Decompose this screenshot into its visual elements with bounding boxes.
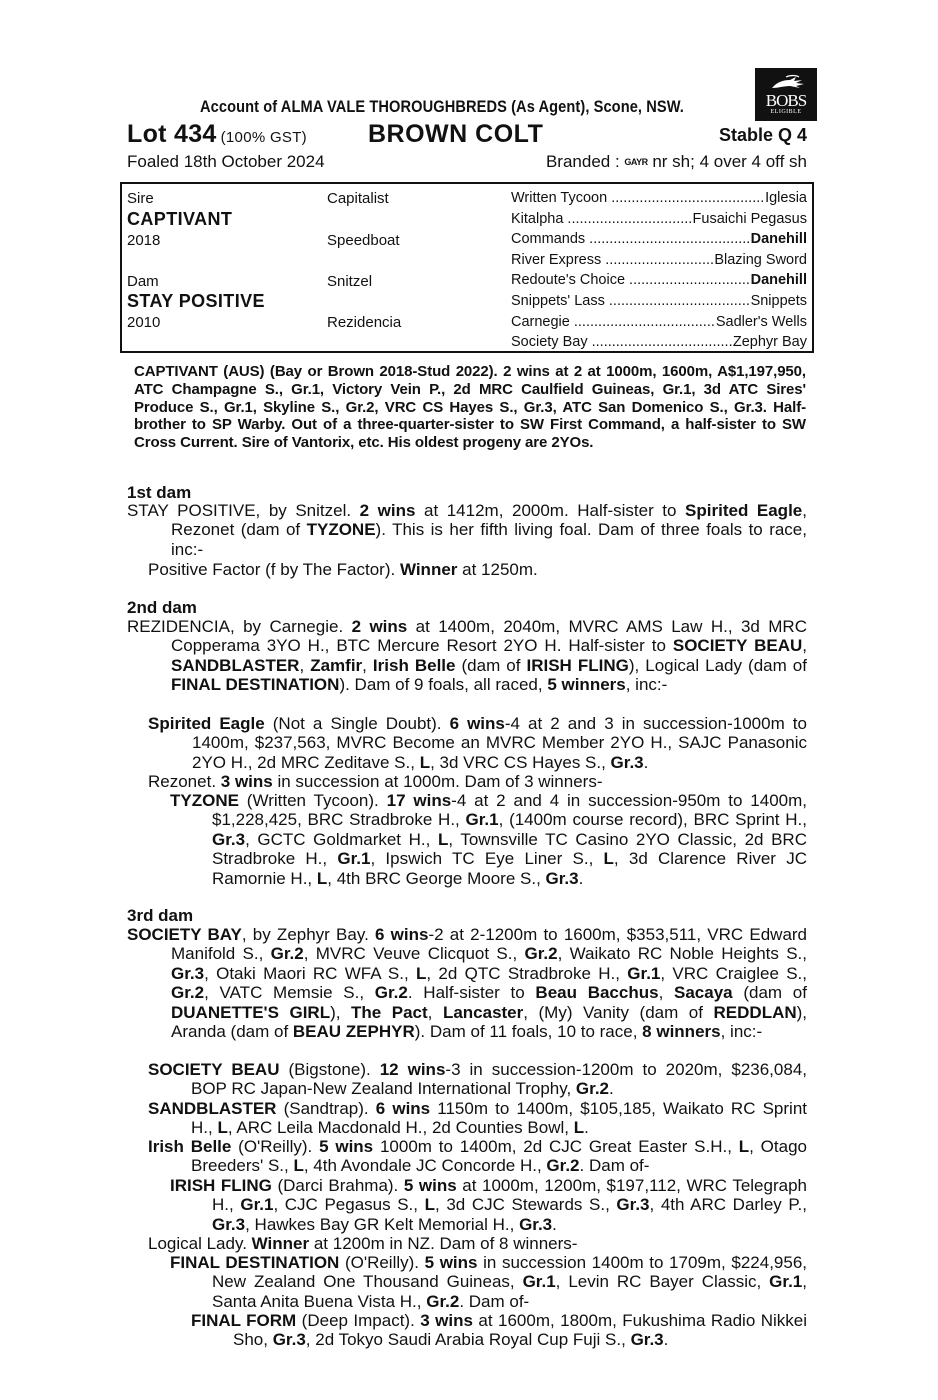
text: , 4th ARC Darley P., [649,1195,807,1215]
text: Rezonet. [148,772,221,791]
text: at 1000m, 1200m, $197,112, WRC Telegraph H., [212,1176,807,1215]
text: . [609,1079,614,1099]
text: , Townsville TC Casino 2YO Classic, 2d BRC Stradbroke H., [212,829,807,869]
branded-detail: nr sh; 4 over 4 off sh [647,152,807,171]
bold-text: Spirited Eagle [148,714,265,733]
text: , inc:- [625,675,668,695]
text: , Otaki Maori RC WFA S., [204,963,417,983]
text: , GCTC Goldmarket H., [245,829,438,849]
text: 1150m to 1400m, $105,185, Waikato RC Sprint H., [191,1099,808,1138]
text: , ARC Leila Macdonald H., 2d Counties Bowl, [227,1118,574,1138]
foaled-date: Foaled 18th October 2024 [127,152,325,171]
bold-text: FINAL FORM [191,1311,297,1330]
bold-text: Gr.2 [374,983,408,1003]
text: , Levin RC Bayer Classic, [555,1272,770,1292]
great-grandparent-dam: Society Bay ..... [511,334,733,350]
bold-text: Gr.3 [272,1330,306,1350]
horse-head-icon [766,74,806,92]
text: at 1600m, 1800m, Fukushima Radio Nikkei Sho, [233,1311,808,1350]
great-grandparent-row [511,334,807,350]
bold-text: IRISH FLING [170,1176,272,1195]
great-grandparent-dam: Kitalpha ..... [511,211,693,227]
text: , 4th Avondale JC Concorde H., [303,1156,547,1176]
granddam-maternal: Rezidencia [327,314,402,331]
bold-text: 6 wins [375,925,429,944]
entry-irish-belle [148,1137,807,1176]
bold-text: Gr.2 [270,944,304,964]
text: , Hawkes Bay GR Kelt Memorial H., [245,1214,520,1234]
text: , 4th BRC George Moore S., [327,868,546,888]
text: , 3d CJC Stewards S., [435,1195,617,1215]
entry-stay-positive [127,501,807,559]
bold-text: L [416,963,427,983]
text: ). Dam of 9 foals, all raced, [339,675,548,695]
bold-text: L [738,1137,750,1156]
bold-text: Gr.3 [545,868,579,888]
text: , Rezonet (dam of [171,501,807,540]
great-grandparent-sire: Zephyr Bay [732,334,807,351]
bold-text: Gr.1 [522,1272,556,1292]
entry-final-destination [170,1253,807,1311]
sire-label: Sire [127,190,154,207]
great-grandparent-dam: Redoute's Choice ..... [511,272,751,288]
text: -4 at 2 and 3 in succession-1000m to 1400m, $237,563, MVRC Become an MVRC Member 2YO H., SAJC Panasonic 2YO H., 2d MRC Zeditave S., [192,714,807,772]
text: , [427,1002,443,1022]
grandsire-paternal: Capitalist [327,190,389,207]
text: ), [330,1002,351,1022]
bold-text: SOCIETY BEAU [148,1060,280,1079]
great-grandparent-sire: Snippets [750,293,807,309]
bold-text: Gr.3 [616,1195,650,1215]
text: ), Aranda (dam of [171,1002,808,1042]
bold-text: 3 wins [220,772,273,791]
bold-text: L [293,1156,304,1176]
text: -4 at 2 and 4 in succession-950m to 1400m, $1,228,425, BRC Stradbroke H., [212,791,807,830]
dam-year: 2010 [127,314,161,331]
bold-text: Gr.3 [630,1330,664,1350]
bold-text: SANDBLASTER [148,1099,277,1118]
bold-text: SANDBLASTER [171,655,300,675]
text: ). Dam of 11 foals, 10 to race, [414,1022,643,1042]
text: . [643,752,649,772]
great-grandparent-sire: Danehill [750,231,807,248]
text: in succession 1400m to 1709m, $224,956, New Zealand One Thousand Guineas, [212,1253,807,1292]
text: . Dam of- [459,1291,530,1311]
bold-text: SOCIETY BAY [127,925,242,944]
lot-header [127,120,807,150]
text: , (1400m course record), BRC Sprint H., [498,810,807,830]
text: at 1200m in NZ. Dam of 8 winners- [309,1234,578,1253]
sire-name: CAPTIVANT [127,209,233,229]
entry-society-beau [148,1060,807,1099]
great-grandparent-row [511,272,807,288]
logo-subtext: ELIGIBLE [770,109,802,115]
granddam-paternal: Speedboat [327,232,400,249]
vendor-account: Account of ALMA VALE THOROUGHBREDS (As Agent), Scone, NSW. [200,97,684,116]
bold-text: Gr.3 [610,752,644,772]
bold-text: IRISH FLING [526,655,629,675]
bold-text: 3 wins [420,1311,473,1330]
great-grandparent-row [511,293,807,309]
bold-text: 5 winners [547,675,626,695]
bold-text: SOCIETY BEAU [672,636,803,656]
text: , Santa Anita Buena Vista H., [212,1272,807,1311]
text: (dam of [455,655,527,675]
section-2nd-dam: 2nd dam [127,598,197,617]
text: . [552,1214,557,1234]
text: (Darci Brahma). [271,1176,404,1195]
bold-text: Irish Belle [372,655,456,675]
bold-text: Sacaya [674,983,733,1003]
entry-logical-lady [148,1234,807,1253]
lot-label: Lot 434 [127,120,217,148]
great-grandparent-sire: Sadler's Wells [715,313,807,330]
bold-text: L [573,1118,585,1138]
bold-text: Gr.1 [769,1272,803,1292]
text: (Deep Impact). [296,1311,421,1330]
bold-text: Gr.1 [337,849,371,869]
sire-summary: CAPTIVANT (AUS) (Bay or Brown 2018-Stud 2022). 2 wins at 2 at 1000m, 1600m, A$1,197,950, ATC Champagne S., Gr.1, Victory Vein P., 2d MRC Caulfield Guineas, Gr.1, 3d ATC Sires' Produce S., Gr.1, Skyline S., Gr.2, VRC CS Hayes S., Gr.3, ATC San Domenico S., Gr.3. Half-brother to SP Warby. Out of a three-quarter-sister to SW First Command, a half-sister to SW Cross Current. Sire of Vantorix, etc. His oldest progeny are 2YOs. [134,363,806,452]
bold-text: FINAL DESTINATION [171,675,340,695]
bold-text: DUANETTE'S GIRL [171,1002,331,1022]
entry-irish-fling [170,1176,807,1234]
text: . Half-sister to [407,983,536,1003]
text: . [584,1118,589,1138]
text: , inc:- [720,1022,763,1042]
bold-text: Irish Belle [148,1137,232,1156]
bold-text: REDDLAN [713,1002,797,1022]
text: , VRC Craiglee S., [660,963,807,983]
text: (Not a Single Doubt). [264,714,450,733]
text: (Bigstone). [279,1060,380,1079]
bold-text: L [217,1118,228,1138]
great-grandparent-dam: Carnegie ..... [511,314,716,330]
bold-text: Lancaster [442,1002,524,1022]
bobs-eligible-logo [755,68,817,121]
bold-text: Gr.2 [426,1291,460,1311]
great-grandparent-sire: Blazing Sword [714,251,807,268]
bold-text: Gr.3 [212,829,246,849]
text: , VATC Memsie S., [204,983,375,1003]
text: . [663,1330,669,1350]
text: (Sandtrap). [276,1099,376,1118]
bold-text: 2 wins [351,617,408,636]
bold-text: Gr.2 [524,944,558,964]
text: REZIDENCIA, by Carnegie. [127,617,352,636]
section-1st-dam: 1st dam [127,483,192,502]
bold-text: Gr.2 [575,1079,610,1099]
text: . Dam of- [579,1156,650,1176]
bold-text: 17 wins [386,791,452,810]
bold-text: The Pact [351,1002,428,1022]
entry-society-bay [127,925,807,1041]
text: , 3d VRC CS Hayes S., [430,752,611,772]
lot-number [127,120,307,149]
text: ), Logical Lady (dam of [628,655,807,675]
text: STAY POSITIVE, by Snitzel. [127,501,360,520]
great-grandparent-sire: Fusaichi Pegasus [692,210,807,227]
brand-mark-icon: GAYR [624,157,648,167]
bold-text: Winner [251,1234,310,1253]
bold-text: Gr.2 [171,983,205,1003]
text: at 1400m, 2040m, MVRC AMS Law H., 3d MRC Copperama 3YO H., BTC Mercure Resort 2YO H. Half-sister to [171,617,807,656]
text: , MVRC Veuve Clicquot S., [303,944,525,964]
bold-text: L [316,868,328,888]
entry-sandblaster [148,1099,807,1138]
bold-text: L [424,1195,436,1215]
bold-text: Gr.2 [546,1156,580,1176]
bold-text: 6 wins [375,1099,431,1118]
bold-text: Gr.3 [212,1214,246,1234]
text: , [362,655,373,675]
text: , [658,983,675,1003]
text: . [578,868,584,888]
great-grandparent-dam: Snippets' Lass ..... [511,293,751,309]
entry-positive-factor [148,560,807,579]
bold-text: Gr.1 [465,810,499,830]
great-grandparent-row [511,211,807,227]
text: , Otago Breeders' S., [191,1137,807,1176]
text: at 1250m. [457,560,538,579]
pedigree-table [120,182,814,353]
text: , CJC Pegasus S., [273,1195,425,1215]
text: , Waikato RC Noble Heights S., [557,944,807,964]
bold-text: Gr.3 [519,1214,553,1234]
great-grandparent-row [511,252,807,268]
entry-rezonet [148,772,807,791]
horse-description: BROWN COLT [368,120,544,148]
text: in succession at 1000m. Dam of 3 winners- [272,772,603,791]
great-grandparent-row [511,190,807,206]
bold-text: BEAU ZEPHYR [292,1022,415,1042]
bold-text: 5 wins [424,1253,478,1272]
great-grandparent-dam: Written Tycoon ..... [511,190,765,206]
bold-text: 6 wins [449,714,505,733]
text: 1000m to 1400m, 2d CJC Great Easter S.H., [373,1137,739,1156]
text: , 3d Clarence River JC Ramornie H., [212,849,807,888]
bold-text: TYZONE [170,791,239,810]
text: -2 at 2-1200m to 1600m, $353,511, VRC Edward Manifold S., [171,925,808,964]
bold-text: 8 winners [642,1022,721,1042]
text: , 2d QTC Stradbroke H., [426,963,628,983]
text: , (My) Vanity (dam of [523,1002,714,1022]
text: ). This is her fifth living foal. Dam of three foals to race, inc:- [171,520,807,559]
text: (dam of [732,983,807,1003]
bold-text: Gr.1 [627,963,661,983]
text: , Ipswich TC Eye Liner S., [370,849,604,869]
text: (O'Reilly). [339,1253,425,1272]
entry-final-form [191,1311,807,1350]
text: , by Zephyr Bay. [241,925,375,944]
text: (Written Tycoon). [238,791,387,810]
great-grandparent-sire: Danehill [750,272,807,289]
text: , 2d Tokyo Saudi Arabia Royal Cup Fuji S., [305,1330,631,1350]
bold-text: 5 wins [319,1137,374,1156]
text: , [299,655,311,675]
text: (O'Reilly). [231,1137,320,1156]
text: , [802,636,807,656]
text: Positive Factor (f by The Factor). [148,560,400,579]
bold-text: Spirited Eagle [685,501,803,520]
dam-name: STAY POSITIVE [127,291,265,311]
bold-text: L [419,752,431,772]
text: Logical Lady. [148,1234,252,1253]
bold-text: 2 wins [359,501,416,520]
entry-spirited-eagle [148,714,807,772]
section-3rd-dam: 3rd dam [127,906,194,925]
stable-location: Stable Q 4 [718,125,807,145]
bold-text: Zamfir [310,655,363,675]
bold-text: 5 wins [403,1176,457,1195]
great-grandparent-dam: River Express ..... [511,252,714,268]
sire-year: 2018 [127,232,161,249]
bold-text: Beau Bacchus [535,983,659,1003]
great-grandparent-dam: Commands ..... [511,231,751,247]
logo-text: BOBS [765,91,807,110]
entry-rezidencia [127,617,807,695]
bold-text: TYZONE [306,520,376,540]
bold-text: Winner [399,560,458,579]
brand-info [546,152,807,172]
dam-label: Dam [127,273,159,290]
gst-note: (100% GST) [220,129,307,146]
text: -3 in succession-1200m to 2020m, $236,084, BOP RC Japan-New Zealand International Trophy, [191,1060,807,1099]
great-grandparent-sire: Iglesia [765,190,807,206]
great-grandparent-row [511,314,807,330]
bold-text: L [603,849,614,869]
entry-tyzone [170,791,807,888]
grandsire-maternal: Snitzel [327,273,373,290]
bold-text: Gr.1 [240,1195,274,1215]
bold-text: L [437,829,449,849]
text: at 1412m, 2000m. Half-sister to [415,501,686,520]
great-grandparent-row [511,231,807,247]
branded-label: Branded : [545,152,625,171]
bold-text: Gr.3 [171,963,205,983]
bold-text: 12 wins [379,1060,446,1079]
bold-text: FINAL DESTINATION [170,1253,340,1272]
